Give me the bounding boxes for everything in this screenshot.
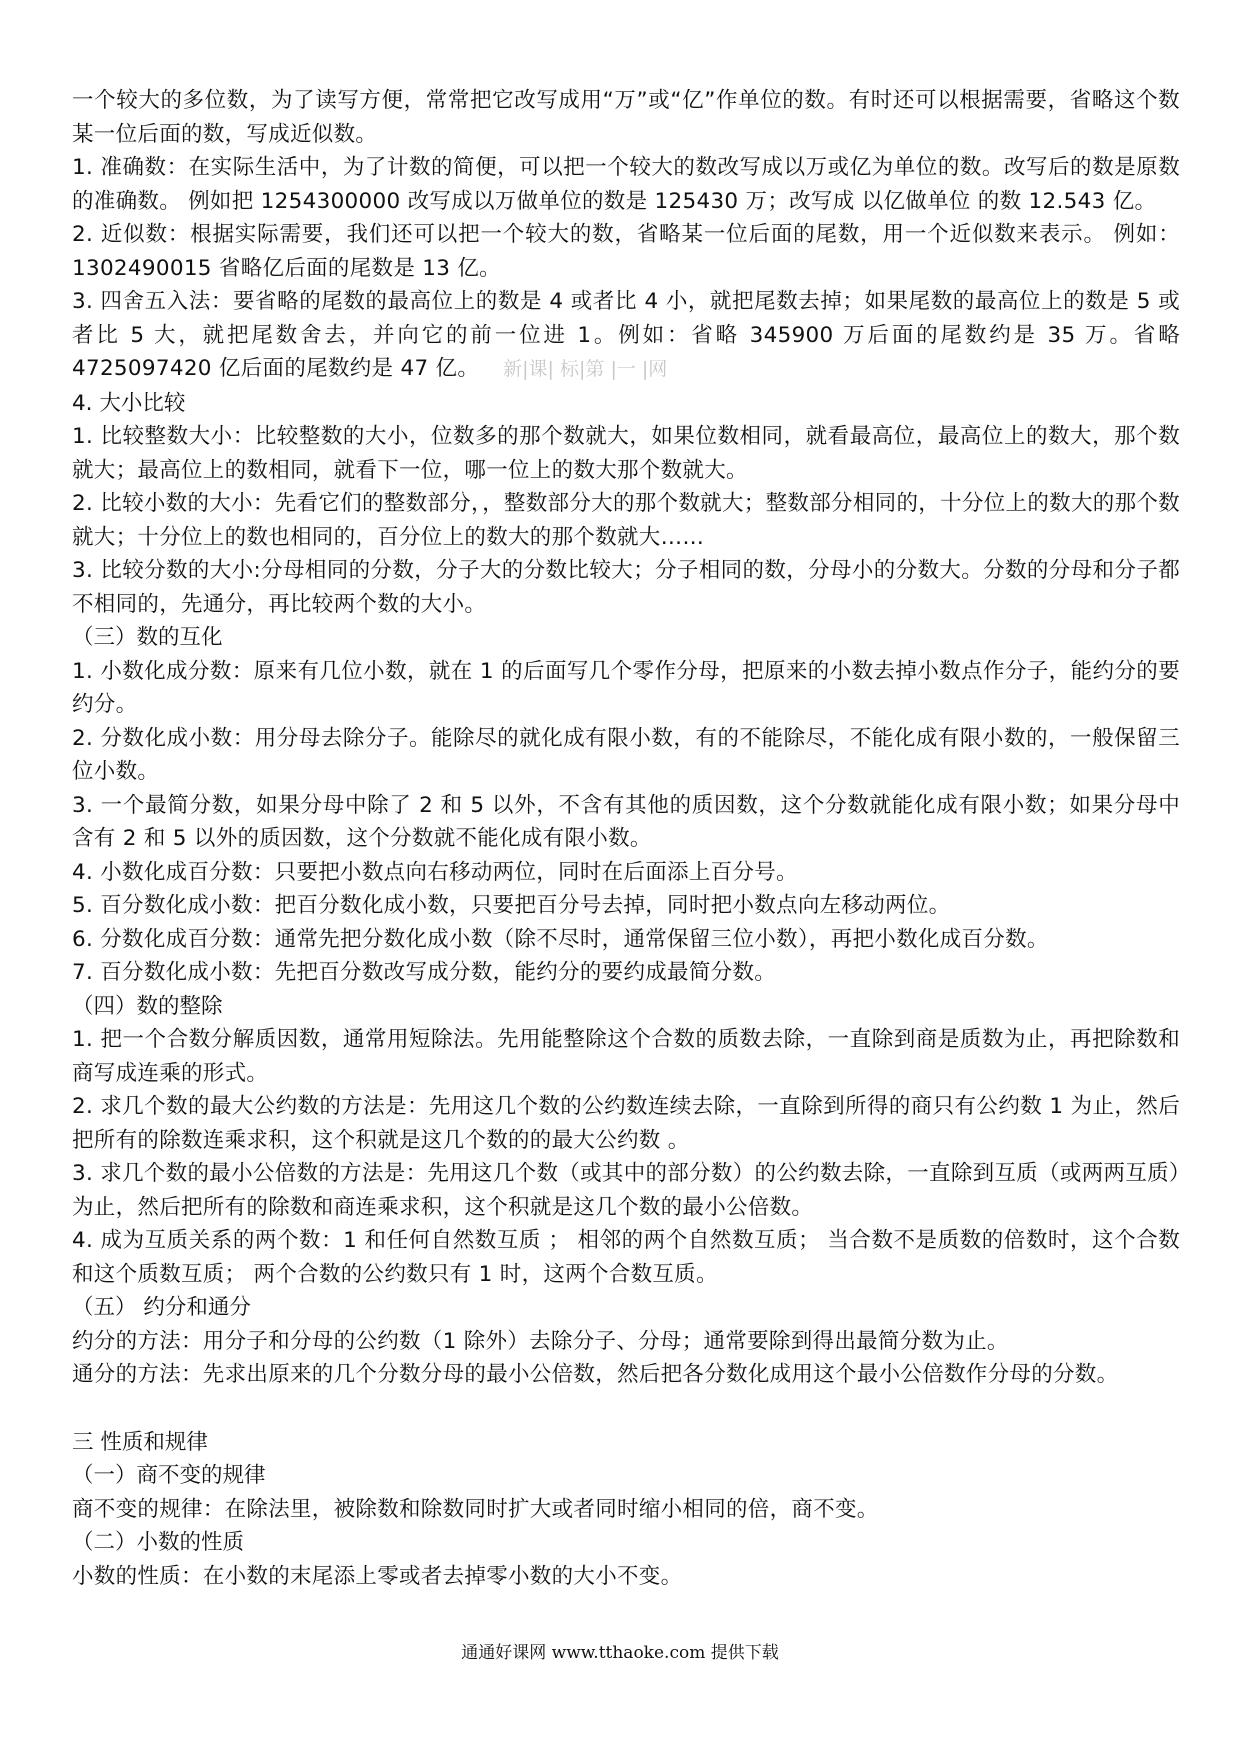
paragraph: 2. 分数化成小数：用分母去除分子。能除尽的就化成有限小数，有的不能除尽，不能化成有限小数的，一般保留三位小数。 — [72, 725, 1180, 784]
paragraph: 6. 分数化成百分数：通常先把分数化成小数（除不尽时，通常保留三位小数），再把小数化成百分数。 — [72, 926, 1049, 952]
chapter-heading: 三 性质和规律 — [72, 1429, 208, 1455]
paragraph: 3. 比较分数的大小:分母相同的分数，分子大的分数比较大；分子相同的数，分母小的分数大。分数的分母和分子都不相同的，先通分，再比较两个数的大小。 — [72, 558, 1180, 617]
paragraph: 4. 小数化成百分数：只要把小数点向右移动两位，同时在后面添上百分号。 — [72, 859, 798, 885]
paragraph: 7. 百分数化成小数：先把百分数改写成分数，能约分的要约成最简分数。 — [72, 960, 777, 985]
paragraph: 1. 把一个合数分解质因数，通常用短除法。先用能整除这个合数的质数去除，一直除到商是质数为止，再把除数和商写成连乘的形式。 — [72, 1027, 1180, 1086]
section-heading: （二）小数的性质 — [72, 1530, 245, 1555]
paragraph: 一个较大的多位数，为了读写方便，常常把它改写成用“万”或“亿”作单位的数。有时还可以根据需要，省略这个数某一位后面的数，写成近似数。 — [72, 88, 1180, 147]
blank-line — [72, 1392, 1180, 1426]
paragraph: 约分的方法：用分子和分母的公约数（1 除外）去除分子、分母；通常要除到得出最简分数为止。 — [72, 1328, 1009, 1354]
paragraph: 商不变的规律：在除法里，被除数和除数同时扩大或者同时缩小相同的倍，商不变。 — [72, 1496, 879, 1522]
paragraph-text: 3. 四舍五入法：要省略的尾数的最高位上的数是 4 或者比 4 小，就把尾数去掉；如果尾数的最高位上的数是 5 或者比 5 大，就把尾数舍去，并向它的前一位进 1。例如：省略 345900 万后面的尾数约是 35 万。省略 4725097420 亿后面的尾数约是 47 亿。 — [72, 289, 1180, 381]
paragraph: 4. 成为互质关系的两个数：1 和任何自然数互质 ； 相邻的两个自然数互质； 当合数不是质数的倍数时，这个合数和这个质数互质； 两个合数的公约数只有 1 时，这两个合数互质。 — [72, 1228, 1180, 1287]
paragraph: 5. 百分数化成小数：把百分数化成小数，只要把百分号去掉，同时把小数点向左移动两位。 — [72, 893, 951, 918]
section-heading: 4. 大小比较 — [72, 390, 186, 416]
paragraph: 1. 小数化成分数：原来有几位小数，就在 1 的后面写几个零作分母，把原来的小数去掉小数点作分子，能约分的要约分。 — [72, 658, 1180, 717]
section-heading: （四）数的整除 — [72, 993, 223, 1019]
paragraph: 3. 求几个数的最小公倍数的方法是：先用这几个数（或其中的部分数）的公约数去除，一直除到互质（或两两互质）为止，然后把所有的除数和商连乘求积，这个积就是这几个数的最小公倍数。 — [72, 1161, 1180, 1220]
paragraph: 1. 准确数：在实际生活中，为了计数的简便，可以把一个较大的数改写成以万或亿为单位的数。改写后的数是原数的准确数。 例如把 1254300000 改写成以万做单位的数是 125430 万；改写成 以亿做单位 的数 12.543 亿。 — [72, 155, 1180, 214]
section-heading: （三）数的互化 — [72, 625, 223, 650]
paragraph: 2. 比较小数的大小：先看它们的整数部分，，整数部分大的那个数就大；整数部分相同的，十分位上的数大的那个数就大；十分位上的数也相同的，百分位上的数大的那个数就大…… — [72, 491, 1180, 550]
paragraph: 通分的方法：先求出原来的几个分数分母的最小公倍数，然后把各分数化成用这个最小公倍数作分母的分数。 — [72, 1362, 1119, 1387]
paragraph: 小数的性质：在小数的末尾添上零或者去掉零小数的大小不变。 — [72, 1563, 683, 1589]
document-body — [72, 84, 1180, 1593]
paragraph: 2. 求几个数的最大公约数的方法是：先用这几个数的公约数连续去除，一直除到所得的商只有公约数 1 为止，然后把所有的除数连乘求积，这个积就是这几个数的的最大公约数 。 — [72, 1094, 1180, 1153]
paragraph: 1. 比较整数大小：比较整数的大小，位数多的那个数就大，如果位数相同，就看最高位，最高位上的数大，那个数就大；最高位上的数相同，就看下一位，哪一位上的数大那个数就大。 — [72, 424, 1180, 483]
paragraph: 3. 一个最简分数，如果分母中除了 2 和 5 以外，不含有其他的质因数，这个分数就能化成有限小数；如果分母中含有 2 和 5 以外的质因数，这个分数就不能化成有限小数。 — [72, 792, 1180, 851]
paragraph — [72, 285, 1180, 387]
paragraph: 2. 近似数：根据实际需要，我们还可以把一个较大的数，省略某一位后面的尾数，用一个近似数来表示。 例如： 1302490015 省略亿后面的尾数是 13 亿。 — [72, 222, 1180, 281]
watermark: 新|课| 标|第 |一 |网 — [503, 358, 668, 380]
page-footer: 通通好课网 www.tthaoke.com 提供下载 — [461, 1643, 779, 1663]
section-heading: （五） 约分和通分 — [72, 1295, 251, 1320]
section-heading: （一）商不变的规律 — [72, 1463, 266, 1488]
